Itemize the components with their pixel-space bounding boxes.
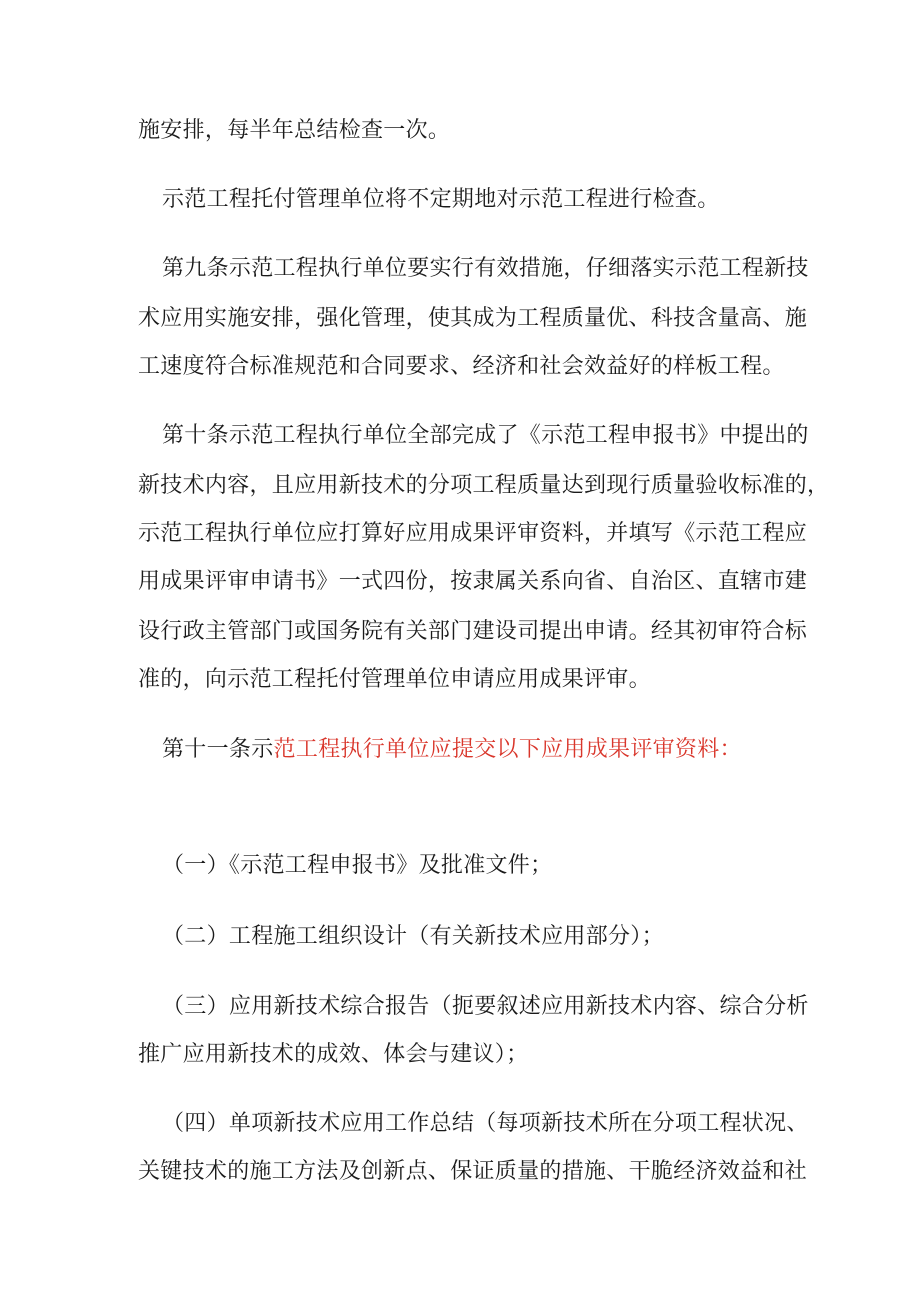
- text-line: 第十条示范工程执行单位全部完成了《示范工程申报书》中提出的: [162, 423, 809, 448]
- list-item: （二）工程施工组织设计（有关新技术应用部分）；: [162, 924, 664, 949]
- text-line: 设行政主管部门或国务院有关部门建设司提出申请。经其初审符合标: [138, 619, 808, 644]
- list-item: 关键技术的施工方法及创新点、保证质量的措施、干脆经济效益和社: [138, 1159, 808, 1184]
- article-11-prefix: 第十一条示: [162, 737, 274, 762]
- text-line: 示范工程托付管理单位将不定期地对示范工程进行检查。: [162, 187, 720, 212]
- list-item: （三）应用新技术综合报告（扼要叙述应用新技术内容、综合分析: [162, 994, 809, 1019]
- article-11-highlight: 范工程执行单位应提交以下应用成果评审资料：: [273, 737, 742, 762]
- text-line: 示范工程执行单位应打算好应用成果评审资料，并填写《示范工程应: [138, 521, 808, 546]
- text-line: 新技术内容，且应用新技术的分项工程质量达到现行质量验收标准的，: [138, 473, 830, 498]
- article-11-heading: [162, 735, 822, 765]
- text-line: 工速度符合标准规范和合同要求、经济和社会效益好的样板工程。: [138, 354, 785, 379]
- text-line: 用成果评审申请书》一式四份，按隶属关系向省、自治区、直辖市建: [138, 569, 808, 594]
- list-item: （四）单项新技术应用工作总结（每项新技术所在分项工程状况、: [162, 1111, 809, 1136]
- text-line: 施安排，每半年总结检查一次。: [138, 118, 451, 143]
- text-line: 准的，向示范工程托付管理单位申请应用成果评审。: [138, 667, 651, 692]
- text-line: 第九条示范工程执行单位要实行有效措施，仔细落实示范工程新技: [162, 256, 809, 281]
- list-item: （一）《示范工程申报书》及批准文件；: [162, 853, 553, 878]
- list-item: 推广应用新技术的成效、体会与建议）；: [138, 1042, 529, 1067]
- text-line: 术应用实施安排，强化管理，使其成为工程质量优、科技含量高、施: [138, 306, 808, 331]
